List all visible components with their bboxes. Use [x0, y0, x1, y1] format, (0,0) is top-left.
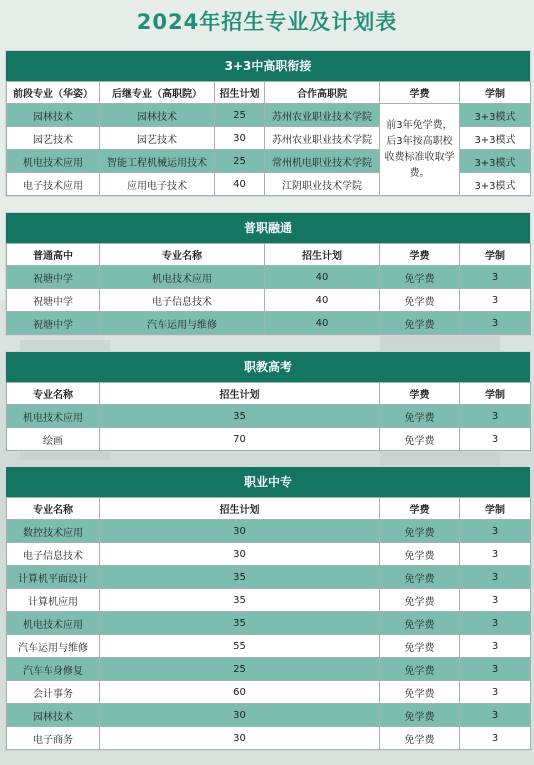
- cell-plan: 40: [265, 312, 380, 335]
- table-puzhi: [6, 243, 531, 335]
- cell-major: 电子技术应用: [7, 173, 100, 196]
- cell-school: 祝塘中学: [7, 266, 100, 289]
- cell-fee: 免学费: [380, 658, 460, 681]
- cell-system: 3: [460, 704, 531, 727]
- table-row: [7, 566, 531, 589]
- cell-system: 3: [460, 543, 531, 566]
- cell-plan: 25: [215, 104, 265, 127]
- col-header: 学费: [380, 383, 460, 405]
- table-row: [7, 520, 531, 543]
- cell-plan: 35: [100, 405, 380, 428]
- cell-fee: 免学费: [380, 543, 460, 566]
- col-header: 学制: [460, 244, 531, 266]
- cell-system: 3: [460, 635, 531, 658]
- cell-next-major: 园林技术: [100, 104, 215, 127]
- col-header: 前段专业（华姿）: [7, 82, 100, 104]
- section-zhijiao-gaokao: [5, 351, 531, 452]
- cell-plan: 70: [100, 428, 380, 451]
- cell-system: 3: [460, 266, 531, 289]
- cell-system: 3: [460, 612, 531, 635]
- section-heading: 3+3中高职衔接: [6, 51, 530, 81]
- col-header: 专业名称: [100, 244, 265, 266]
- section-heading: 职业中专: [6, 467, 530, 497]
- table-row: [7, 704, 531, 727]
- cell-system: 3: [460, 312, 531, 335]
- cell-fee: 免学费: [380, 289, 460, 312]
- cell-fee: 免学费: [380, 566, 460, 589]
- cell-fee: 免学费: [380, 405, 460, 428]
- cell-plan: 40: [215, 173, 265, 196]
- section-heading: 普职融通: [6, 213, 530, 243]
- cell-major: 机电技术应用: [7, 150, 100, 173]
- cell-college: 苏州农业职业技术学院: [265, 104, 380, 127]
- cell-plan: 25: [100, 658, 380, 681]
- col-header: 招生计划: [100, 498, 380, 520]
- cell-school: 祝塘中学: [7, 289, 100, 312]
- cell-major: 园林技术: [7, 704, 100, 727]
- col-header: 普通高中: [7, 244, 100, 266]
- table-row: [7, 104, 531, 127]
- cell-system: 3: [460, 681, 531, 704]
- cell-fee: 免学费: [380, 681, 460, 704]
- table-row: [7, 405, 531, 428]
- cell-fee: 免学费: [380, 612, 460, 635]
- table-row: [7, 312, 531, 335]
- cell-college: 常州机电职业技术学院: [265, 150, 380, 173]
- cell-major: 机电技术应用: [7, 612, 100, 635]
- cell-system: 3: [460, 589, 531, 612]
- cell-plan: 60: [100, 681, 380, 704]
- cell-system: 3: [460, 727, 531, 750]
- section-puzhi: [5, 212, 531, 336]
- table-row: [7, 266, 531, 289]
- col-header: 学费: [380, 498, 460, 520]
- col-header: 学费: [380, 82, 460, 104]
- cell-next-major: 应用电子技术: [100, 173, 215, 196]
- cell-major: 汽车运用与维修: [7, 635, 100, 658]
- cell-major: 电子商务: [7, 727, 100, 750]
- cell-system: 3: [460, 658, 531, 681]
- cell-college: 江阴职业技术学院: [265, 173, 380, 196]
- cell-fee: 免学费: [380, 727, 460, 750]
- cell-system: 3: [460, 566, 531, 589]
- cell-plan: 40: [265, 289, 380, 312]
- cell-next-major: 园艺技术: [100, 127, 215, 150]
- cell-plan: 30: [100, 727, 380, 750]
- cell-major: 园艺技术: [7, 127, 100, 150]
- cell-major: 电子信息技术: [7, 543, 100, 566]
- cell-plan: 35: [100, 566, 380, 589]
- table-row: [7, 543, 531, 566]
- cell-school: 祝塘中学: [7, 312, 100, 335]
- cell-fee: 免学费: [380, 266, 460, 289]
- cell-fee: 免学费: [380, 589, 460, 612]
- table-row: [7, 289, 531, 312]
- section-zhiye-zhongzhuan: [5, 466, 531, 751]
- col-header: 合作高职院: [265, 82, 380, 104]
- cell-system: 3: [460, 289, 531, 312]
- table-header-row: [7, 498, 531, 520]
- cell-plan: 35: [100, 589, 380, 612]
- cell-system: 3+3模式: [460, 173, 531, 196]
- table-row: [7, 727, 531, 750]
- section-33: [5, 50, 531, 197]
- table-header-row: [7, 244, 531, 266]
- cell-plan: 25: [215, 150, 265, 173]
- table-zhijiao-gaokao: [6, 382, 531, 451]
- cell-college: 苏州农业职业技术学院: [265, 127, 380, 150]
- table-header-row: [7, 383, 531, 405]
- cell-plan: 30: [100, 704, 380, 727]
- cell-plan: 35: [100, 612, 380, 635]
- cell-plan: 30: [100, 543, 380, 566]
- table-33: [6, 81, 531, 196]
- cell-major: 电子信息技术: [100, 289, 265, 312]
- cell-major: 机电技术应用: [7, 405, 100, 428]
- cell-fee: 免学费: [380, 520, 460, 543]
- section-heading: 职教高考: [6, 352, 530, 382]
- table-row: [7, 658, 531, 681]
- cell-fee: 免学费: [380, 312, 460, 335]
- cell-major: 园林技术: [7, 104, 100, 127]
- table-row: [7, 589, 531, 612]
- table-zhiye-zhongzhuan: [6, 497, 531, 750]
- page-title: 2024年招生专业及计划表: [136, 10, 398, 34]
- col-header: 后继专业（高职院）: [100, 82, 215, 104]
- cell-system: 3+3模式: [460, 127, 531, 150]
- col-header: 学制: [460, 498, 531, 520]
- cell-system: 3: [460, 405, 531, 428]
- table-header-row: [7, 82, 531, 104]
- cell-system: 3: [460, 520, 531, 543]
- col-header: 招生计划: [265, 244, 380, 266]
- cell-plan: 55: [100, 635, 380, 658]
- table-row: [7, 612, 531, 635]
- cell-plan: 30: [215, 127, 265, 150]
- col-header: 学费: [380, 244, 460, 266]
- cell-fee: 免学费: [380, 704, 460, 727]
- cell-major: 机电技术应用: [100, 266, 265, 289]
- cell-major: 会计事务: [7, 681, 100, 704]
- cell-major: 数控技术应用: [7, 520, 100, 543]
- cell-major: 汽车运用与维修: [100, 312, 265, 335]
- cell-plan: 40: [265, 266, 380, 289]
- cell-major: 绘画: [7, 428, 100, 451]
- col-header: 招生计划: [100, 383, 380, 405]
- col-header: 学制: [460, 82, 531, 104]
- cell-fee: 免学费: [380, 428, 460, 451]
- cell-fee: 免学费: [380, 635, 460, 658]
- col-header: 学制: [460, 383, 531, 405]
- cell-major: 汽车车身修复: [7, 658, 100, 681]
- col-header: 专业名称: [7, 498, 100, 520]
- table-row: [7, 428, 531, 451]
- col-header: 专业名称: [7, 383, 100, 405]
- cell-system: 3: [460, 428, 531, 451]
- cell-system: 3+3模式: [460, 150, 531, 173]
- cell-fee-note: 前3年免学费，后3年按高职校收费标准收取学费。: [380, 104, 460, 196]
- cell-major: 计算机应用: [7, 589, 100, 612]
- cell-plan: 30: [100, 520, 380, 543]
- table-row: [7, 635, 531, 658]
- cell-system: 3+3模式: [460, 104, 531, 127]
- cell-major: 计算机平面设计: [7, 566, 100, 589]
- col-header: 招生计划: [215, 82, 265, 104]
- cell-next-major: 智能工程机械运用技术: [100, 150, 215, 173]
- table-row: [7, 681, 531, 704]
